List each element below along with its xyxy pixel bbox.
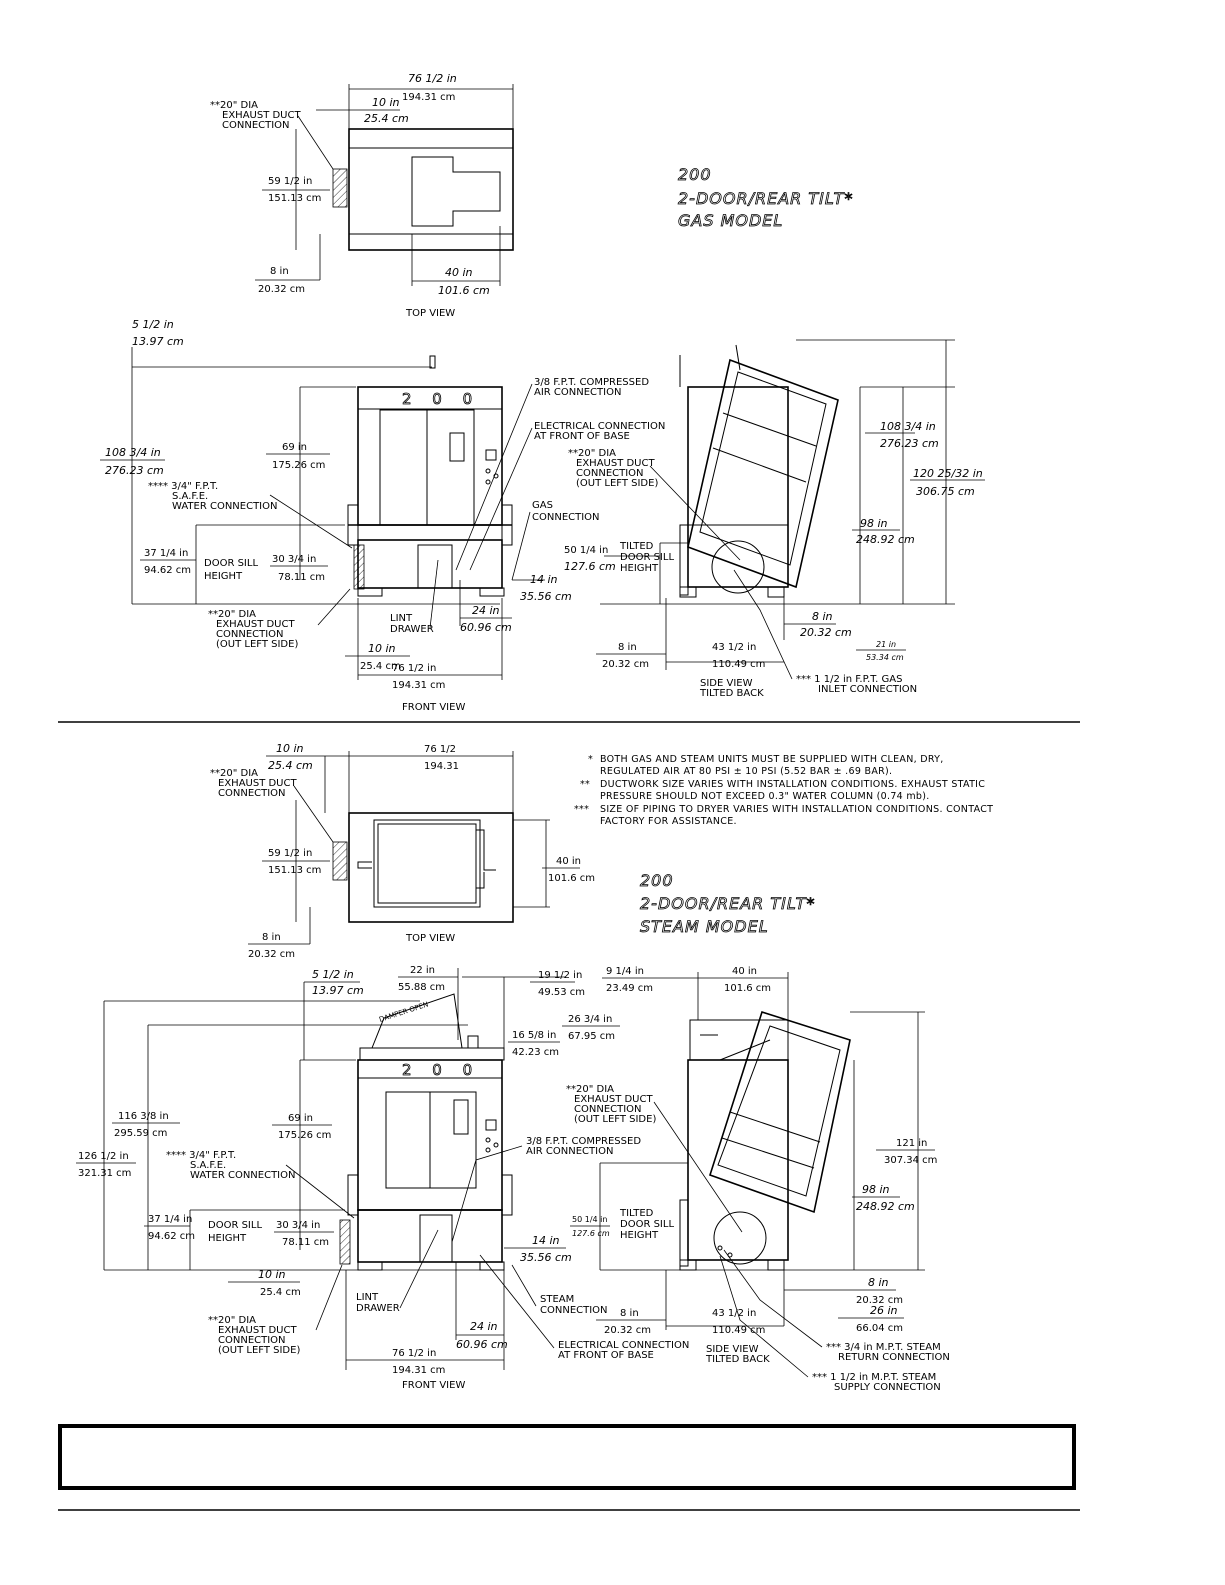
- gas-side-exhaust-1: **20" DIA: [568, 448, 616, 459]
- gas-front-air-1: 3/8 F.P.T. COMPRESSED: [534, 377, 650, 388]
- steam-front-door-cm: 175.26 cm: [278, 1130, 332, 1141]
- gas-side-t-cm: 248.92 cm: [856, 533, 915, 546]
- gas-front-elec-2: AT FRONT OF BASE: [534, 431, 630, 442]
- steam-front-steam-2: CONNECTION: [540, 1305, 608, 1316]
- steam-front-air-2: AIR CONNECTION: [526, 1146, 614, 1157]
- gas-front-door-in: 69 in: [282, 442, 308, 453]
- steam-top-e-in: 8 in: [262, 932, 281, 943]
- steam-side-r-in: 8 in: [868, 1276, 889, 1289]
- steam-front-exhaust-1: **20" DIA: [208, 1315, 256, 1326]
- steam-front-plate: 2 0 0: [402, 1061, 481, 1079]
- steam-front-elec-2: AT FRONT OF BASE: [558, 1350, 654, 1361]
- steam-side-exhaust-1: **20" DIA: [566, 1084, 614, 1095]
- steam-front-air-1: 3/8 F.P.T. COMPRESSED: [526, 1136, 642, 1147]
- steam-side-b-in: 40 in: [732, 966, 758, 977]
- steam-side-m-in: 43 1/2 in: [712, 1308, 757, 1319]
- gas-title-line-2: 2-DOOR/REAR TILT*: [678, 189, 854, 208]
- steam-front-g-cm: 60.96 cm: [456, 1338, 508, 1351]
- gas-top-e-cm: 20.32 cm: [258, 284, 306, 295]
- steam-front-a-in: 22 in: [410, 965, 436, 976]
- gas-front-door-cm: 175.26 cm: [272, 460, 326, 471]
- steam-front-exhaust-4: (OUT LEFT SIDE): [218, 1345, 301, 1356]
- steam-front-e-cm: 35.56 cm: [520, 1251, 572, 1264]
- gas-front-base: [358, 540, 502, 588]
- gas-front-water-2: S.A.F.E.: [172, 491, 209, 502]
- gas-top-exhaust-hatch: [333, 169, 347, 207]
- steam-title-line-3: STEAM MODEL: [640, 917, 769, 936]
- gas-top-f-in: 40 in: [445, 266, 473, 279]
- gas-side-tilt-label-1: TILTED: [620, 541, 654, 552]
- note-2-line-1: DUCTWORK SIZE VARIES WITH INSTALLATION CONDITIONS. EXHAUST STATIC: [600, 779, 986, 790]
- gas-title-line-1: 200: [678, 165, 712, 184]
- gas-side-tilt-cm: 127.6 cm: [564, 560, 616, 573]
- steam-front-b-cm: 49.53 cm: [538, 987, 586, 998]
- gas-side-x-cm: 53.34 cm: [866, 653, 904, 662]
- note-1-line-2: REGULATED AIR AT 80 PSI ± 10 PSI (5.52 BAR ± .69 BAR).: [600, 766, 893, 777]
- steam-front-g-in: 24 in: [470, 1320, 498, 1333]
- gas-front-sill-cm: 94.62 cm: [144, 565, 192, 576]
- steam-side-tilt-label-2: DOOR SILL: [620, 1219, 675, 1230]
- note-1-marker: *: [588, 754, 594, 765]
- gas-side-h2-in: 120 25/32 in: [913, 467, 983, 480]
- gas-side-exhaust-4: (OUT LEFT SIDE): [576, 478, 659, 489]
- steam-title-line-2: 2-DOOR/REAR TILT*: [640, 894, 816, 913]
- steam-front-w-in: 76 1/2 in: [392, 1348, 437, 1359]
- steam-front-sill-label-2: HEIGHT: [208, 1233, 247, 1244]
- steam-front-h2-cm: 321.31 cm: [78, 1168, 132, 1179]
- steam-side-return-2: RETURN CONNECTION: [838, 1352, 950, 1363]
- gas-side-view: [564, 340, 985, 699]
- gas-side-caption-1: SIDE VIEW: [700, 678, 753, 689]
- steam-front-exhaust-3: CONNECTION: [218, 1335, 286, 1346]
- steam-side-view: [566, 966, 950, 1393]
- steam-side-tilt-label-3: HEIGHT: [620, 1230, 659, 1241]
- steam-front-c-in: 26 3/4 in: [568, 1014, 613, 1025]
- steam-front-door-in: 69 in: [288, 1113, 314, 1124]
- gas-front-air-2: AIR CONNECTION: [534, 387, 622, 398]
- gas-front-base-in: 30 3/4 in: [272, 554, 317, 565]
- gas-top-drum-outline: [412, 157, 500, 226]
- gas-side-r-cm: 20.32 cm: [800, 626, 852, 639]
- steam-front-elec-1: ELECTRICAL CONNECTION: [558, 1340, 690, 1351]
- steam-front-c-cm: 67.95 cm: [568, 1031, 616, 1042]
- steam-model-title: [640, 871, 815, 936]
- gas-front-top-cm: 13.97 cm: [132, 335, 184, 348]
- gas-side-tilt-label-3: HEIGHT: [620, 563, 659, 574]
- gas-front-exhaust-hatch: [354, 545, 364, 589]
- gas-front-base-cm: 78.11 cm: [278, 572, 326, 583]
- notes-block: [574, 754, 993, 827]
- steam-front-h1-cm: 295.59 cm: [114, 1128, 168, 1139]
- steam-front-steam-1: STEAM: [540, 1294, 575, 1305]
- gas-side-inlet-1: *** 1 1/2 in F.P.T. GAS: [796, 674, 903, 685]
- gas-side-tilt-in: 50 1/4 in: [564, 545, 609, 556]
- steam-side-exhaust-2: EXHAUST DUCT: [574, 1094, 653, 1105]
- gas-side-blower-circle: [712, 541, 764, 593]
- steam-side-r-cm: 20.32 cm: [856, 1295, 904, 1306]
- gas-front-top-in: 5 1/2 in: [132, 318, 174, 331]
- steam-front-sill-cm: 94.62 cm: [148, 1231, 196, 1242]
- steam-top-w-in: 76 1/2: [424, 744, 456, 755]
- steam-top-exhaust-hatch: [333, 842, 347, 880]
- gas-top-offset-cm: 25.4 cm: [364, 112, 409, 125]
- gas-model-section: [100, 72, 985, 713]
- gas-front-exhaust-4: (OUT LEFT SIDE): [216, 639, 299, 650]
- steam-top-view: [210, 742, 595, 960]
- gas-side-m-cm: 110.49 cm: [712, 659, 766, 670]
- gas-front-l-cm: 25.4 cm: [360, 661, 401, 672]
- gas-side-t-in: 98 in: [860, 517, 888, 530]
- steam-front-water-1: **** 3/4" F.P.T.: [166, 1150, 237, 1161]
- steam-side-tilt-cm: 127.6 cm: [572, 1229, 610, 1238]
- steam-front-damper-label: DAMPER OPEN: [378, 1000, 430, 1024]
- gas-side-tilted-drum: [688, 360, 838, 587]
- steam-front-sill-in: 37 1/4 in: [148, 1214, 193, 1225]
- gas-front-height-cm: 276.23 cm: [105, 464, 164, 477]
- gas-front-gas-2: CONNECTION: [532, 512, 600, 523]
- gas-side-h1-in: 108 3/4 in: [880, 420, 936, 433]
- gas-model-title: [678, 165, 853, 230]
- gas-front-sill-in: 37 1/4 in: [144, 548, 189, 559]
- gas-top-width-in: 76 1/2 in: [408, 72, 457, 85]
- steam-top-caption: TOP VIEW: [406, 933, 456, 944]
- gas-top-depth-cm: 151.13 cm: [268, 193, 322, 204]
- gas-side-m-in: 43 1/2 in: [712, 642, 757, 653]
- steam-front-lint-2: DRAWER: [356, 1303, 400, 1314]
- steam-front-l-cm: 25.4 cm: [260, 1287, 301, 1298]
- gas-side-tilt-label-2: DOOR SILL: [620, 552, 675, 563]
- gas-side-h1-cm: 276.23 cm: [880, 437, 939, 450]
- steam-side-t-cm: 248.92 cm: [856, 1200, 915, 1213]
- steam-top-d-cm: 151.13 cm: [268, 865, 322, 876]
- gas-title-line-3: GAS MODEL: [678, 211, 784, 230]
- gas-top-exhaust-label-2: EXHAUST DUCT: [222, 110, 301, 121]
- steam-side-exhaust-4: (OUT LEFT SIDE): [574, 1114, 657, 1125]
- steam-title-line-1: 200: [640, 871, 674, 890]
- note-3-line-2: FACTORY FOR ASSISTANCE.: [600, 816, 737, 827]
- gas-side-inlet-2: INLET CONNECTION: [818, 684, 918, 695]
- steam-front-d-in: 16 5/8 in: [512, 1030, 557, 1041]
- gas-front-elec-1: ELECTRICAL CONNECTION: [534, 421, 666, 432]
- steam-side-return-1: *** 3/4 in M.P.T. STEAM: [826, 1342, 941, 1353]
- gas-side-b-cm: 20.32 cm: [602, 659, 650, 670]
- steam-front-exhaust-hatch: [340, 1220, 350, 1264]
- steam-side-blower-circle: [714, 1212, 766, 1264]
- gas-front-exhaust-2: EXHAUST DUCT: [216, 619, 295, 630]
- steam-front-view: [76, 965, 689, 1391]
- steam-side-caption-2: TILTED BACK: [706, 1354, 770, 1365]
- steam-side-cabinet: [688, 1060, 788, 1260]
- steam-side-exhaust-3: CONNECTION: [574, 1104, 642, 1115]
- steam-top-f-in: 40 in: [556, 856, 582, 867]
- steam-side-supply-2: SUPPLY CONNECTION: [834, 1382, 941, 1393]
- gas-front-lint-drawer: [418, 545, 452, 588]
- steam-front-l-in: 10 in: [258, 1268, 286, 1281]
- steam-front-water-2: S.A.F.E.: [190, 1160, 227, 1171]
- gas-front-w-cm: 194.31 cm: [392, 680, 446, 691]
- gas-top-width-cm: 194.31 cm: [402, 92, 456, 103]
- gas-top-f-cm: 101.6 cm: [438, 284, 490, 297]
- steam-front-sill-label-1: DOOR SILL: [208, 1220, 263, 1231]
- steam-front-w-cm: 194.31 cm: [392, 1365, 446, 1376]
- gas-top-exhaust-label-3: CONNECTION: [222, 120, 290, 131]
- gas-front-gas-1: GAS: [532, 500, 553, 511]
- steam-side-a-cm: 23.49 cm: [606, 983, 654, 994]
- steam-side-x-cm: 66.04 cm: [856, 1323, 904, 1334]
- steam-side-bb-in: 8 in: [620, 1308, 639, 1319]
- footer-box: [58, 1424, 1076, 1490]
- steam-top-exhaust-1: **20" DIA: [210, 768, 258, 779]
- steam-front-top-in: 5 1/2 in: [312, 968, 354, 981]
- gas-side-b-in: 8 in: [618, 642, 637, 653]
- gas-front-lint-1: LINT: [390, 613, 413, 624]
- gas-front-l-in: 10 in: [368, 642, 396, 655]
- gas-front-g-in: 24 in: [472, 604, 500, 617]
- note-2-line-2: PRESSURE SHOULD NOT EXCEED 0.3" WATER COLUMN (0.74 mb).: [600, 791, 930, 802]
- steam-top-off-cm: 25.4 cm: [268, 759, 313, 772]
- gas-side-h2-cm: 306.75 cm: [916, 485, 975, 498]
- gas-front-lint-2: DRAWER: [390, 624, 434, 635]
- note-2-marker: **: [580, 779, 591, 790]
- steam-side-h-cm: 307.34 cm: [884, 1155, 938, 1166]
- gas-front-plate: 2 0 0: [402, 390, 481, 408]
- steam-side-a-in: 9 1/4 in: [606, 966, 644, 977]
- gas-side-caption-2: TILTED BACK: [700, 688, 764, 699]
- gas-top-body: [349, 129, 513, 250]
- note-3-line-1: SIZE OF PIPING TO DRYER VARIES WITH INSTALLATION CONDITIONS. CONTACT: [600, 804, 994, 815]
- steam-side-tilt-label-1: TILTED: [620, 1208, 654, 1219]
- steam-side-bb-cm: 20.32 cm: [604, 1325, 652, 1336]
- gas-front-g-cm: 60.96 cm: [460, 621, 512, 634]
- steam-side-x-in: 26 in: [870, 1304, 898, 1317]
- gas-side-exhaust-3: CONNECTION: [576, 468, 644, 479]
- gas-front-w-in: 76 1/2 in: [392, 663, 437, 674]
- gas-front-water-3: WATER CONNECTION: [172, 501, 278, 512]
- steam-front-h2-in: 126 1/2 in: [78, 1151, 129, 1162]
- steam-top-exhaust-2: EXHAUST DUCT: [218, 778, 297, 789]
- gas-top-caption: TOP VIEW: [406, 308, 456, 319]
- steam-front-b-in: 19 1/2 in: [538, 970, 583, 981]
- note-3-marker: ***: [574, 804, 590, 815]
- steam-front-a-cm: 55.88 cm: [398, 982, 446, 993]
- gas-side-cabinet: [688, 387, 788, 587]
- steam-side-t-in: 98 in: [862, 1183, 890, 1196]
- steam-side-caption-1: SIDE VIEW: [706, 1344, 759, 1355]
- steam-front-lint-1: LINT: [356, 1292, 379, 1303]
- gas-front-water-1: **** 3/4" F.P.T.: [148, 481, 219, 492]
- steam-front-exhaust-2: EXHAUST DUCT: [218, 1325, 297, 1336]
- steam-side-m-cm: 110.49 cm: [712, 1325, 766, 1336]
- gas-front-c-cm: 35.56 cm: [520, 590, 572, 603]
- steam-top-off-in: 10 in: [276, 742, 304, 755]
- steam-front-base-in: 30 3/4 in: [276, 1220, 321, 1231]
- steam-top-d-in: 59 1/2 in: [268, 848, 313, 859]
- gas-side-r-in: 8 in: [812, 610, 833, 623]
- gas-top-exhaust-label-1: **20" DIA: [210, 100, 258, 111]
- gas-front-height-in: 108 3/4 in: [105, 446, 161, 459]
- gas-side-x-in: 21 in: [876, 640, 897, 649]
- gas-side-exhaust-2: EXHAUST DUCT: [576, 458, 655, 469]
- steam-front-d-cm: 42.23 cm: [512, 1047, 560, 1058]
- steam-front-base: [358, 1210, 502, 1262]
- gas-top-view: [210, 72, 513, 319]
- steam-top-f-cm: 101.6 cm: [548, 873, 596, 884]
- steam-front-top-cm: 13.97 cm: [312, 984, 364, 997]
- steam-top-w-cm: 194.31: [424, 761, 459, 772]
- steam-top-exhaust-3: CONNECTION: [218, 788, 286, 799]
- gas-top-e-in: 8 in: [270, 266, 289, 277]
- steam-top-e-cm: 20.32 cm: [248, 949, 296, 960]
- steam-front-h1-in: 116 3/8 in: [118, 1111, 169, 1122]
- gas-front-c-in: 14 in: [530, 573, 558, 586]
- steam-side-tilt-in: 50 1/4 in: [572, 1215, 608, 1224]
- steam-front-lint-drawer: [420, 1215, 452, 1262]
- steam-side-supply-1: *** 1 1/2 in M.P.T. STEAM: [812, 1372, 937, 1383]
- steam-side-h-in: 121 in: [896, 1138, 928, 1149]
- gas-front-sill-label-2: HEIGHT: [204, 571, 243, 582]
- steam-front-water-3: WATER CONNECTION: [190, 1170, 296, 1181]
- gas-top-offset-in: 10 in: [372, 96, 400, 109]
- gas-top-depth-in: 59 1/2 in: [268, 176, 313, 187]
- steam-model-section: [76, 742, 950, 1393]
- gas-front-caption: FRONT VIEW: [402, 702, 466, 713]
- gas-front-exhaust-3: CONNECTION: [216, 629, 284, 640]
- note-1-line-1: BOTH GAS AND STEAM UNITS MUST BE SUPPLIED WITH CLEAN, DRY,: [600, 754, 944, 765]
- gas-front-exhaust-1: **20" DIA: [208, 609, 256, 620]
- steam-side-b-cm: 101.6 cm: [724, 983, 772, 994]
- steam-top-drum: [374, 820, 480, 907]
- steam-front-caption: FRONT VIEW: [402, 1380, 466, 1391]
- gas-front-sill-label-1: DOOR SILL: [204, 558, 259, 569]
- gas-front-view: [100, 318, 665, 713]
- steam-front-e-in: 14 in: [532, 1234, 560, 1247]
- steam-front-base-cm: 78.11 cm: [282, 1237, 330, 1248]
